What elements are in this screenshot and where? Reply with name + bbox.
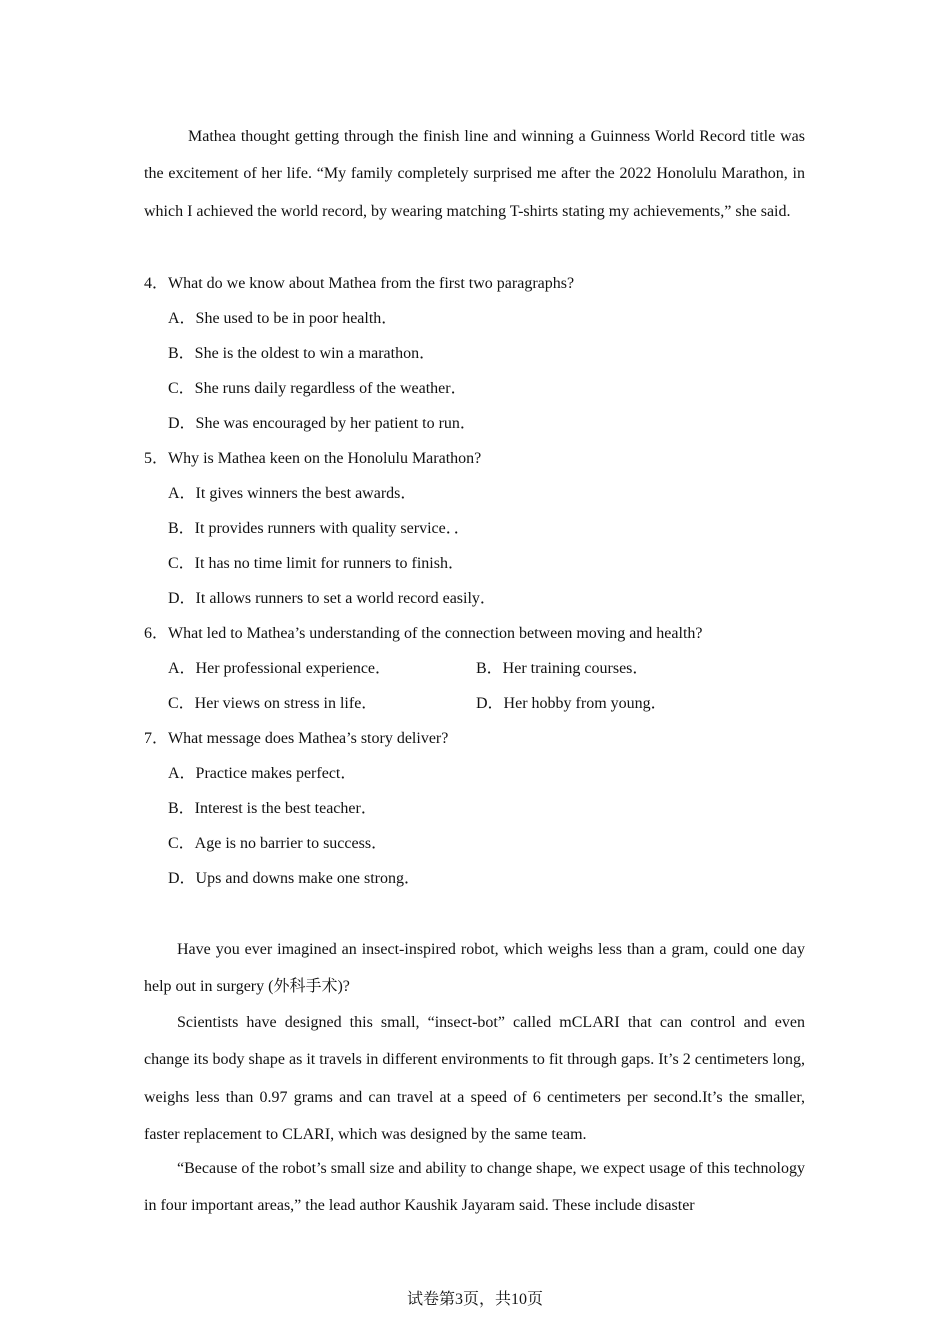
passage1-paragraph: Mathea thought getting through the finish line and winning a Guinness World Record title was the excitement of her life. “My family completely surprised me after the 2022 Honolulu Marathon, in which I achieved the world record, by wearing matching T-shirts stating my achievements,” she said. (144, 128, 805, 220)
question-5-option-a[interactable]: A．It gives winners the best awards． (168, 485, 417, 502)
question-7-option-c[interactable]: C．Age is no barrier to success． (168, 835, 388, 852)
question-6-stem: 6．What led to Mathea’s understanding of the connection between moving and health? (144, 625, 703, 642)
question-7-option-a[interactable]: A．Practice makes perfect． (168, 765, 357, 782)
passage2-paragraph-1: Have you ever imagined an insect-inspired robot, which weighs less than a gram, could one day help out in surgery (外科手术)? (144, 941, 805, 996)
question-5-option-b[interactable]: B．It provides runners with quality service．． (168, 520, 470, 537)
question-4-option-b[interactable]: B．She is the oldest to win a marathon． (168, 345, 436, 362)
question-7-option-d[interactable]: D．Ups and downs make one strong． (168, 870, 420, 887)
question-6-option-c[interactable]: C．Her views on stress in life． (168, 695, 378, 712)
question-4-stem: 4．What do we know about Mathea from the first two paragraphs? (144, 275, 575, 292)
question-7-option-b[interactable]: B．Interest is the best teacher． (168, 800, 377, 817)
question-5-option-c[interactable]: C．It has no time limit for runners to finish． (168, 555, 464, 572)
page-number-footer: 试卷第3页，共10页 (406, 1291, 543, 1308)
question-5-option-d[interactable]: D．It allows runners to set a world record easily． (168, 590, 496, 607)
question-7-stem: 7．What message does Mathea’s story deliver? (144, 730, 449, 747)
passage2-paragraph-2: Scientists have designed this small, “insect-bot” called mCLARI that can control and even change its body shape as it travels in different environments to fit through gaps. It’s 2 centimeters long, weighs less than 0.97 grams and can travel at a speed of 6 centimeters per second.It’s the smaller, faster replacement to CLARI, which was designed by the same team. (144, 1014, 805, 1144)
question-5-stem: 5．Why is Mathea keen on the Honolulu Marathon? (144, 450, 482, 467)
question-4-option-d[interactable]: D．She was encouraged by her patient to run． (168, 415, 476, 432)
question-4-option-a[interactable]: A．She used to be in poor health． (168, 310, 398, 327)
question-6-option-a[interactable]: A．Her professional experience． (168, 660, 392, 677)
passage2-paragraph-3: “Because of the robot’s small size and ability to change shape, we expect usage of this technology in four important areas,” the lead author Kaushik Jayaram said. These include disaster (144, 1160, 805, 1215)
question-6-option-b[interactable]: B．Her training courses． (476, 660, 649, 677)
question-4-option-c[interactable]: C．She runs daily regardless of the weather． (168, 380, 467, 397)
question-6-option-d[interactable]: D．Her hobby from young． (476, 695, 667, 712)
